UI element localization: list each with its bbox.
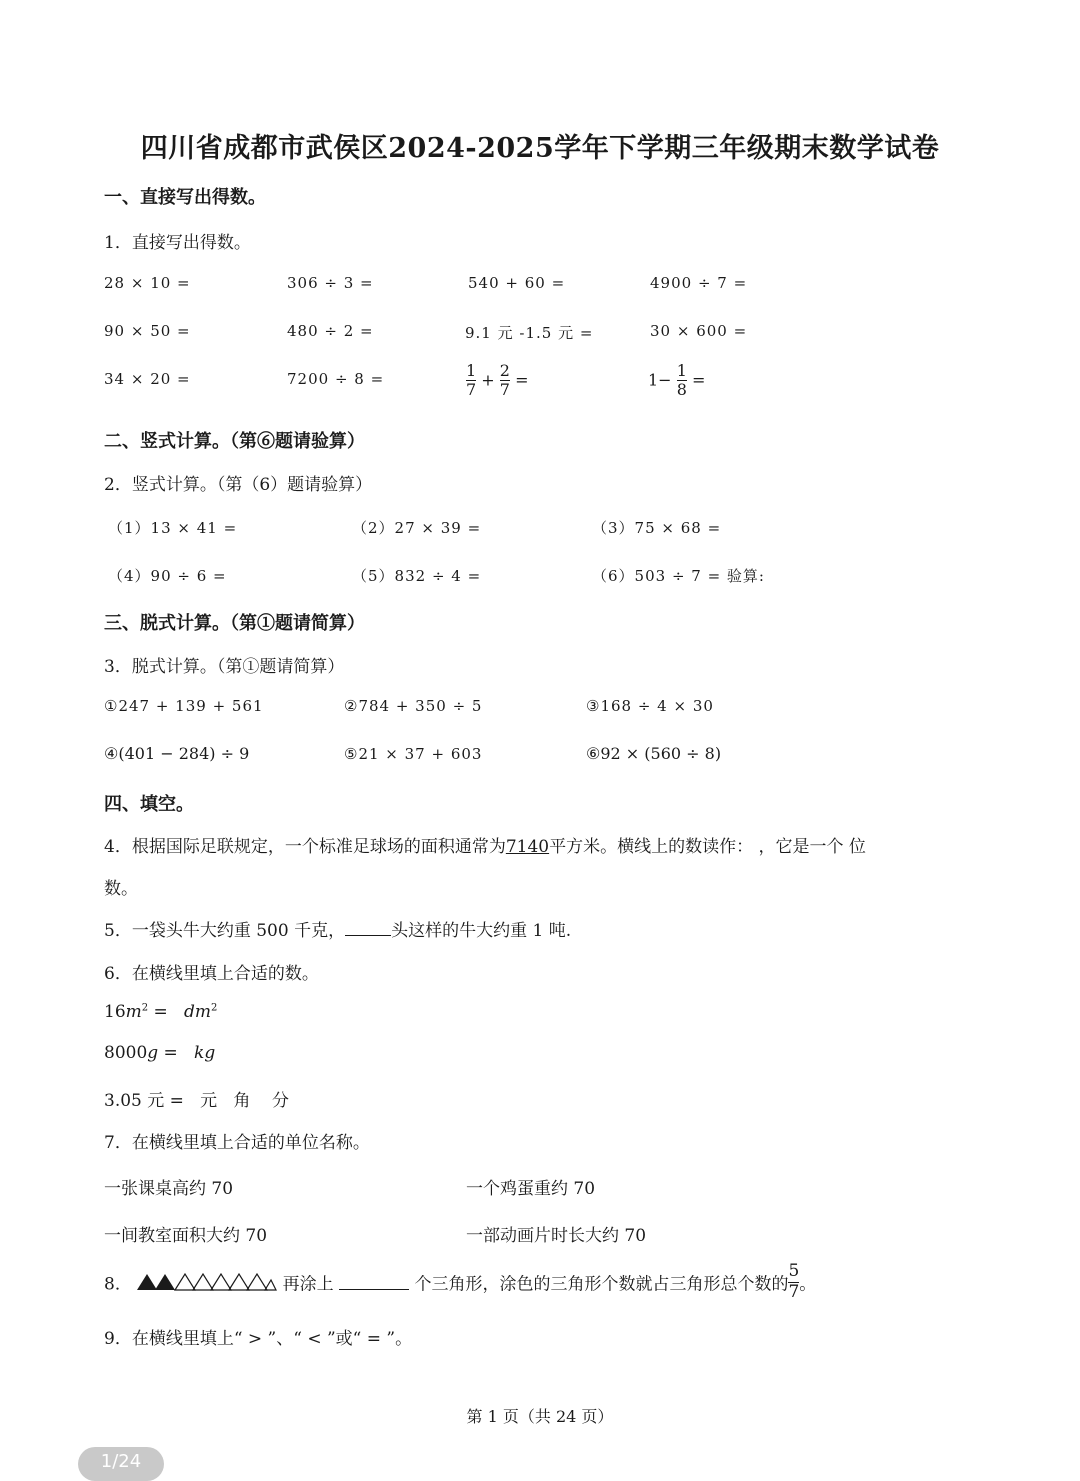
step-calc-item: ⑤21 × 37 + 603 — [344, 745, 483, 763]
numerator: 1 — [676, 361, 687, 380]
vertical-calc-item: （4）90 ÷ 6 = — [108, 567, 227, 585]
outline-triangle — [229, 1274, 249, 1290]
filled-triangle — [137, 1274, 157, 1290]
page-title: 四川省成都市武侯区2024-2025学年下学期三年级期末数学试卷 — [140, 133, 940, 164]
page-footer: 第 1 页（共 24 页） — [466, 1407, 614, 1426]
vertical-calc-item: （1）13 × 41 = — [108, 519, 238, 537]
numerator: 5 — [788, 1261, 800, 1281]
step-calc-item: ①247 + 139 + 561 — [104, 697, 264, 715]
answer-blank[interactable] — [345, 921, 391, 936]
equals: = — [515, 370, 529, 390]
question-2: 2．竖式计算。（第（6）题请验算） — [104, 475, 373, 495]
unit-conversion-c: 3.05 元 = 元 角 分 — [104, 1091, 289, 1111]
calc-item: 7200 ÷ 8 = — [287, 370, 385, 388]
question-5 — [104, 916, 571, 941]
question-text: 个三角形，涂色的三角形个数就占三角形总个数的 — [414, 1274, 789, 1295]
question-number: 8． — [104, 1274, 132, 1295]
fraction — [466, 362, 476, 400]
calc-item: 4900 ÷ 7 = — [650, 274, 748, 292]
calc-item: 306 ÷ 3 = — [287, 274, 374, 292]
calc-item: 30 × 600 = — [650, 322, 748, 340]
unit: kg — [194, 1043, 216, 1063]
fraction — [677, 362, 687, 400]
unit-conversion-b — [104, 1043, 215, 1063]
section-heading-3: 三、脱式计算。（第①题请简算） — [104, 613, 365, 634]
fraction — [788, 1262, 799, 1302]
question-3: 3．脱式计算。（第①题请简算） — [104, 657, 345, 677]
underlined-number: 7140 — [505, 837, 550, 857]
fraction-expression-b — [648, 362, 705, 400]
unit-fill-item: 一间教室面积大约 70 — [104, 1226, 268, 1246]
page-indicator-badge: 1/24 — [78, 1447, 164, 1481]
denominator: 7 — [499, 380, 510, 400]
unit: m — [125, 1002, 142, 1022]
fraction-expression-a — [466, 362, 528, 400]
question-text: 头这样的牛大约重 1 吨. — [391, 921, 572, 941]
outline-triangle — [193, 1274, 213, 1290]
calc-item: 90 × 50 = — [104, 322, 191, 340]
calc-item: 540 + 60 = — [468, 274, 566, 292]
step-calc-item: ⑥92 × (560 ÷ 8) — [586, 744, 722, 763]
step-calc-item: ②784 + 350 ÷ 5 — [344, 697, 483, 715]
step-calc-item: ③168 ÷ 4 × 30 — [586, 697, 714, 715]
unit-fill-item: 一个鸡蛋重约 70 — [466, 1179, 596, 1199]
unit-conversion-a — [104, 1002, 217, 1022]
calc-item: 34 × 20 = — [104, 370, 191, 388]
operand: 1− — [648, 370, 672, 390]
outline-triangle — [175, 1274, 195, 1290]
numerator: 1 — [466, 361, 477, 380]
vertical-calc-item: （3）75 × 68 = — [592, 519, 722, 537]
triangles-figure — [137, 1272, 277, 1292]
outline-triangle — [211, 1274, 231, 1290]
answer-blank[interactable] — [339, 1275, 409, 1290]
vertical-calc-item: （5）832 ÷ 4 = — [352, 567, 482, 585]
unit: g — [147, 1043, 159, 1063]
equals: = — [691, 370, 706, 390]
section-heading-1: 一、直接写出得数。 — [104, 187, 266, 208]
denominator: 8 — [676, 380, 687, 400]
outline-triangle — [247, 1274, 267, 1290]
filled-triangle — [155, 1274, 175, 1290]
value: 16 — [104, 1002, 126, 1022]
unit: dm — [184, 1002, 212, 1022]
equals: = — [158, 1043, 195, 1063]
question-9: 9．在横线里填上“ > ”、“ < ”或“ = ”。 — [104, 1329, 413, 1349]
unit-fill-item: 一张课桌高约 70 — [104, 1179, 234, 1199]
question-text: 5．一袋头牛大约重 500 千克， — [104, 921, 346, 941]
question-8 — [104, 1262, 816, 1302]
calc-item: 480 ÷ 2 = — [287, 322, 374, 340]
question-text: 再涂上 — [282, 1274, 334, 1295]
calc-item: 9.1 元 -1.5 元 = — [465, 324, 594, 342]
denominator: 7 — [466, 380, 477, 400]
question-4-continued: 数。 — [104, 879, 138, 899]
question-4 — [104, 832, 866, 857]
section-heading-4: 四、填空。 — [104, 794, 194, 815]
question-text: 4．根据国际足联规定，一个标准足球场的面积通常为 — [104, 837, 506, 857]
question-1: 1．直接写出得数。 — [104, 233, 251, 253]
vertical-calc-item: （2）27 × 39 = — [352, 519, 482, 537]
superscript: 2 — [141, 1002, 149, 1014]
operator: + — [481, 370, 495, 390]
calc-item: 28 × 10 = — [104, 274, 191, 292]
numerator: 2 — [499, 361, 510, 380]
vertical-calc-item: （6）503 ÷ 7 = 验算: — [592, 567, 765, 585]
denominator: 7 — [788, 1281, 800, 1302]
question-text: 。 — [799, 1274, 817, 1295]
value: 8000 — [104, 1043, 148, 1063]
fraction — [500, 362, 510, 400]
section-heading-2: 二、竖式计算。（第⑥题请验算） — [104, 431, 365, 452]
equals: = — [148, 1002, 184, 1022]
unit-fill-item: 一部动画片时长大约 70 — [466, 1226, 647, 1246]
question-text: 平方米。横线上的数读作： ，它是一个 位 — [549, 837, 866, 857]
step-calc-item: ④(401 − 284) ÷ 9 — [104, 744, 250, 763]
question-6: 6．在横线里填上合适的数。 — [104, 964, 319, 984]
superscript: 2 — [211, 1002, 218, 1014]
question-7: 7．在横线里填上合适的单位名称。 — [104, 1133, 370, 1153]
